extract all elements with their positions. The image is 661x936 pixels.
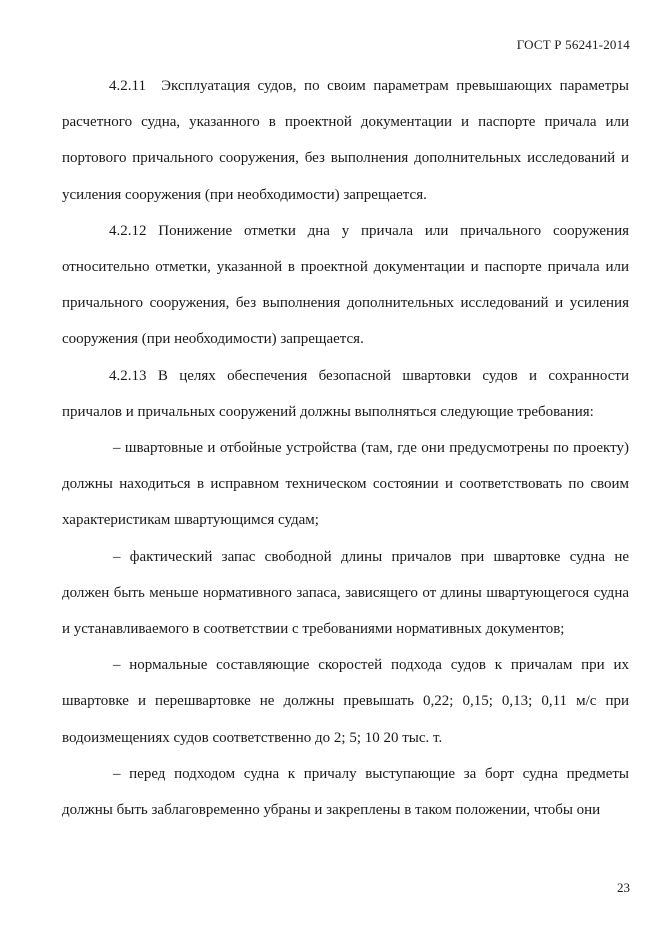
dash-marker: – — [113, 440, 121, 457]
clause-text: Понижение отметки дна у причала или причального сооружения относительно отметки, указанной в проектной документации и паспорте причала или причального сооружения, без выполнения дополнительных исследований и усиления сооружения (при необходимости) запрещается. — [62, 222, 629, 348]
dash-marker: – — [113, 657, 121, 674]
requirement-list-item — [62, 539, 629, 648]
requirement-list-item — [62, 430, 629, 539]
list-item-text: перед подходом судна к причалу выступающие за борт судна предметы должны быть заблаговременно убраны и закреплены в таком положении, чтобы они — [62, 765, 629, 819]
document-body — [62, 68, 629, 828]
page-number: 23 — [617, 880, 630, 895]
clause-4-2-13 — [62, 358, 629, 430]
clause-4-2-12 — [62, 213, 629, 358]
dash-marker: – — [113, 765, 121, 782]
list-item-text: нормальные составляющие скоростей подхода судов к причалам при их швартовке и перешвартовке не должны превышать 0,22; 0,15; 0,13; 0,11 м/с при водоизмещениях судов соответственно до 2; 5; 10 20 тыс. т. — [62, 657, 629, 746]
clause-text: Эксплуатация судов, по своим параметрам превышающих параметры расчетного судна, указанного в проектной документации и паспорте причала или портового причального сооружения, без выполнения дополнительных исследований и усиления сооружения (при необходимости) запрещается. — [62, 78, 629, 203]
clause-number: 4.2.13 — [109, 367, 147, 384]
dash-marker: – — [113, 548, 121, 565]
clause-number: 4.2.12 — [109, 222, 147, 239]
requirement-list-item — [62, 647, 629, 756]
standard-code-header: ГОСТ Р 56241-2014 — [516, 37, 630, 52]
requirement-list-item — [62, 756, 629, 828]
clause-text: В целях обеспечения безопасной швартовки судов и сохранности причалов и причальных сооружений должны выполняться следующие требования: — [62, 367, 629, 420]
clause-4-2-11 — [62, 68, 629, 213]
clause-number: 4.2.11 — [109, 78, 146, 94]
list-item-text: фактический запас свободной длины причалов при швартовке судна не должен быть меньше нормативного запаса, зависящего от длины швартующегося судна и устанавливаемого в соответствии с требованиями нормативных документов; — [62, 548, 630, 638]
list-item-text: швартовные и отбойные устройства (там, где они предусмотрены по проекту) должны находиться в исправном техническом состоянии и соответствовать по своим характеристикам швартующимся судам; — [62, 440, 629, 529]
